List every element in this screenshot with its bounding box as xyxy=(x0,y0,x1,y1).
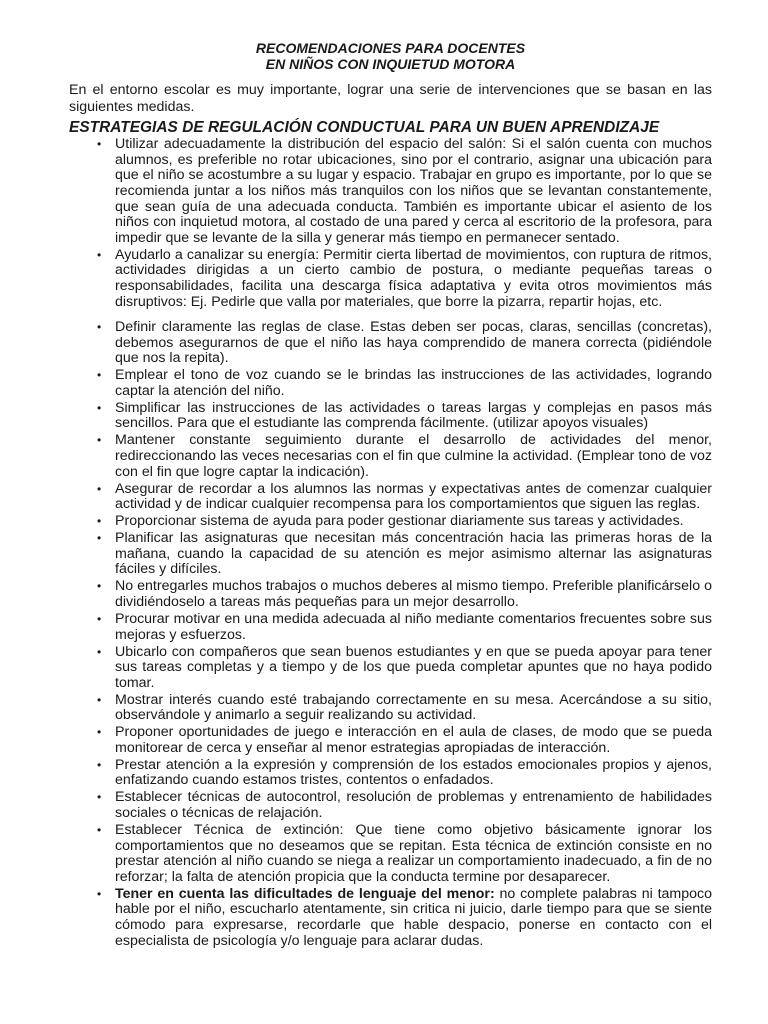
list-item-text: Asegurar de recordar a los alumnos las normas y expectativas antes de comenzar cualquier actividad y de indicar cualquier recompensa para los comportamientos que siguen las reglas. xyxy=(115,480,712,513)
list-item-text: Simplificar las instrucciones de las actividades o tareas largas y complejas en pasos más sencillos. Para que el estudiante las comprenda fácilmente. (utilizar apoyos visuales) xyxy=(115,399,712,432)
list-item xyxy=(69,579,712,610)
bullet-icon: • xyxy=(97,531,102,546)
list-item-text: Proponer oportunidades de juego e interacción en el aula de clases, de modo que se pueda monitorear de cerca y enseñar al menor estrategias apropiadas de interacción. xyxy=(115,724,712,756)
bullet-icon: • xyxy=(97,137,102,152)
bullet-icon: • xyxy=(97,579,102,594)
list-item xyxy=(69,725,712,756)
bullet-icon: • xyxy=(97,481,102,496)
list-item-text: Mantener constante seguimiento durante el desarrollo de actividades del menor, redireccionando las veces necesarias con el fin que culmine la actividad. (Emplear tono de voz con el fin que logre captar la indicación). xyxy=(115,432,712,480)
list-item xyxy=(69,401,712,432)
list-item xyxy=(69,693,712,724)
list-item xyxy=(69,790,712,821)
section-heading: ESTRATEGIAS DE REGULACIÓN CONDUCTUAL PARA UN BUEN APRENDIZAJE xyxy=(69,119,660,137)
bullet-icon: • xyxy=(97,757,102,772)
document-title-line-1: RECOMENDACIONES PARA DOCENTES xyxy=(255,40,526,56)
list-item xyxy=(69,482,712,513)
list-item xyxy=(69,137,712,246)
bullet-icon: • xyxy=(97,790,102,805)
list-item-text: Establecer técnicas de autocontrol, resolución de problemas y entrenamiento de habilidades sociales o técnicas de relajación. xyxy=(115,789,712,821)
bullet-icon: • xyxy=(97,247,102,262)
bullet-icon: • xyxy=(97,400,102,415)
bullet-icon: • xyxy=(97,611,102,626)
list-item xyxy=(69,758,712,789)
list-item-text: Planificar las asignaturas que necesitan más concentración hacia las primeras horas de la mañana, cuando la capacidad de su atención es mejor asimismo alternar las asignaturas fáciles y difíciles. xyxy=(115,530,712,578)
bullet-icon: • xyxy=(97,822,102,837)
list-item-text: Definir claramente las reglas de clase. Estas deben ser pocas, claras, sencillas (concretas), debemos asegurarnos de que el niño las haya comprendido de manera correcta (pidiéndole que nos la repita). xyxy=(115,319,712,367)
list-item xyxy=(69,887,712,949)
list-item-text: Mostrar interés cuando esté trabajando correctamente en su mesa. Acercándose a su sitio, observándole y animarlo a seguir realizando su actividad. xyxy=(115,691,712,724)
list-item-text: Emplear el tono de voz cuando se le brindas las instrucciones de las actividades, logrando captar la atención del niño. xyxy=(115,367,712,399)
list-item-text: Establecer Técnica de extinción: Que tiene como objetivo básicamente ignorar los comportamientos que no deseamos que se repitan. Esta técnica de extinción consiste en no prestar atención al niño cuando se niega a realizar un comportamiento inadecuado, a fin de no reforzar; la falta de atención propicia que la conducta termine por desaparecer. xyxy=(115,821,712,885)
list-item-text: No entregarles muchos trabajos o muchos deberes al mismo tiempo. Preferible planificárselo o dividiéndoselo a tareas más pequeñas para un mejor desarrollo. xyxy=(115,578,712,610)
document-title-line-2: EN NIÑOS CON INQUIETUD MOTORA xyxy=(265,56,516,72)
list-item xyxy=(69,823,712,885)
list-item xyxy=(69,531,712,578)
list-item-lead: Tener en cuenta las dificultades de lenguaje del menor: xyxy=(115,885,495,902)
bullet-icon: • xyxy=(97,886,102,901)
list-item xyxy=(69,248,712,310)
list-item-text: Ayudarlo a canalizar su energía: Permitir cierta libertad de movimientos, con ruptura de ritmos, actividades dirigidas a un cierto cambio de postura, o mediante pequeñas tareas o responsabilidades, facilita una descarga física adaptativa y evita otros movimientos más disruptivos: Ej. Pedirle que valla por materiales, que borre la pizarra, repartir hojas, etc. xyxy=(115,246,712,310)
bullet-icon: • xyxy=(97,692,102,707)
list-item xyxy=(69,368,712,399)
bullet-icon: • xyxy=(97,320,102,335)
list-item-text: Utilizar adecuadamente la distribución del espacio del salón: Si el salón cuenta con muchos alumnos, es preferible no rotar ubicaciones, sino por el contrario, asignar una ubicación para que el niño se acostumbre a su lugar y espacio. Trabajar en grupo es importante, por lo que se recomienda juntar a los niños más tranquilos con los niños que se levantan constantemente, que sean guía de una adecuada conducta. También es importante ubicar el asiento de los niños con inquietud motora, al costado de una pared y cerca al escritorio de la profesora, para impedir que se levante de la silla y generar más tiempo en permanecer sentado. xyxy=(115,136,712,246)
bullet-icon: • xyxy=(97,725,102,740)
bullet-icon: • xyxy=(97,368,102,383)
list-item-text: Ubicarlo con compañeros que sean buenos estudiantes y en que se pueda apoyar para tener sus tareas completas y a tiempo y de los que pueda completar apuntes que no haya podido tomar. xyxy=(115,643,712,691)
list-item-text: Proporcionar sistema de ayuda para poder gestionar diariamente sus tareas y actividades. xyxy=(115,513,684,530)
bullet-icon: • xyxy=(97,433,102,448)
list-item xyxy=(69,612,712,643)
intro-paragraph: En el entorno escolar es muy importante, lograr una serie de intervenciones que se basan en las siguientes medidas. xyxy=(69,82,712,115)
recommendation-list xyxy=(69,137,712,949)
list-item xyxy=(69,433,712,480)
list-item-text: no complete palabras ni tampoco hable por el niño, escucharlo atentamente, sin critica ni juicio, darle tiempo para que se siente cómodo para expresarse, recordarle que hable despacio, ponerse en contacto con el especialista de psicología y/o lenguaje para aclarar dudas. xyxy=(115,885,712,949)
list-item xyxy=(69,514,712,530)
list-item-text: Procurar motivar en una medida adecuada al niño mediante comentarios frecuentes sobre sus mejoras y esfuerzos. xyxy=(115,610,712,643)
list-item xyxy=(69,645,712,692)
list-item-text: Prestar atención a la expresión y comprensión de los estados emocionales propios y ajenos, enfatizando cuando estamos tristes, contentos o enfadados. xyxy=(115,756,712,789)
bullet-icon: • xyxy=(97,644,102,659)
bullet-icon: • xyxy=(97,514,102,529)
list-item xyxy=(69,320,712,367)
